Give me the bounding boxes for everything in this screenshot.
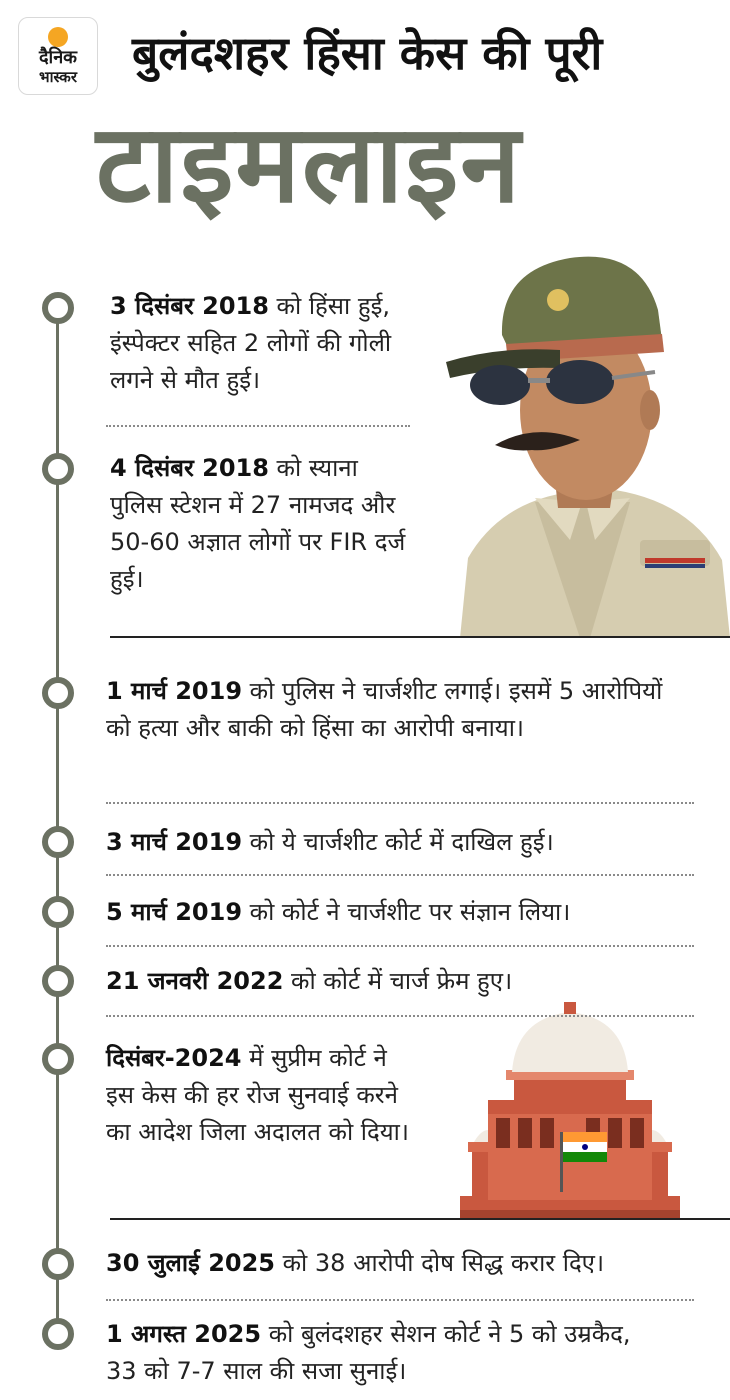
logo-line-2: भास्कर (39, 68, 77, 86)
dainik-bhaskar-logo (18, 17, 98, 95)
timeline-dot (42, 677, 74, 709)
timeline-item (106, 1040, 416, 1151)
supreme-court-illustration (460, 1000, 680, 1220)
timeline-item (106, 824, 706, 861)
section-divider (110, 636, 730, 638)
separator (106, 1299, 694, 1301)
timeline-date: 30 जुलाई 2025 (106, 1249, 275, 1277)
timeline-text: को 38 आरोपी दोष सिद्ध करार दिए। (275, 1249, 605, 1277)
separator (106, 802, 694, 804)
timeline-text: को कोर्ट ने चार्जशीट पर संज्ञान लिया। (242, 898, 571, 926)
timeline-text: को कोर्ट में चार्ज फ्रेम हुए। (283, 967, 513, 995)
timeline-dot (42, 1318, 74, 1350)
timeline-text: को बुलंदशहर सेशन कोर्ट ने 5 को उम्रकैद, 33 को 7-7 साल की सजा सुनाई। (106, 1320, 631, 1385)
timeline-dot (42, 1043, 74, 1075)
separator (106, 874, 694, 876)
timeline-date: 3 मार्च 2019 (106, 828, 243, 856)
page-title-big: टाइमलाइन (96, 102, 523, 227)
timeline-item (106, 894, 706, 931)
timeline-date: 4 दिसंबर 2018 (110, 454, 269, 482)
timeline-item (110, 450, 415, 598)
sun-icon (48, 27, 68, 47)
timeline-text: को पुलिस ने चार्जशीट लगाई। इसमें 5 आरोपियों को हत्या और बाकी को हिंसा का आरोपी बनाया। (106, 677, 663, 742)
timeline-dot (42, 453, 74, 485)
timeline-item (110, 288, 410, 399)
timeline-text: को ये चार्जशीट कोर्ट में दाखिल हुई। (242, 828, 554, 856)
timeline-item (106, 673, 666, 747)
inspector-photo (440, 240, 730, 638)
timeline-date: 21 जनवरी 2022 (106, 967, 284, 995)
timeline-item (106, 1245, 706, 1282)
timeline-item (106, 1316, 666, 1390)
timeline-item (106, 963, 706, 1000)
separator (106, 945, 694, 947)
timeline-text: को स्याना पुलिस स्टेशन में 27 नामजद और 50-60 अज्ञात लोगों पर FIR दर्ज हुई। (110, 454, 406, 593)
page-title: बुलंदशहर हिंसा केस की पूरी (132, 26, 603, 80)
timeline-dot (42, 896, 74, 928)
separator (106, 425, 410, 427)
timeline-text: को हिंसा हुई, इंस्पेक्टर सहित 2 लोगों की गोली लगने से मौत हुई। (110, 292, 392, 394)
timeline-date: 3 दिसंबर 2018 (110, 292, 269, 320)
separator (106, 1015, 694, 1017)
timeline-dot (42, 965, 74, 997)
timeline-date: दिसंबर-2024 (106, 1044, 242, 1072)
section-divider (110, 1218, 730, 1220)
timeline-dot (42, 1248, 74, 1280)
timeline-date: 5 मार्च 2019 (106, 898, 243, 926)
timeline-date: 1 अगस्त 2025 (106, 1320, 262, 1348)
timeline-dot (42, 292, 74, 324)
logo-line-1: दैनिक (38, 47, 78, 68)
timeline-date: 1 मार्च 2019 (106, 677, 243, 705)
timeline-text: में सुप्रीम कोर्ट ने इस केस की हर रोज सुनवाई करने का आदेश जिला अदालत को दिया। (106, 1044, 409, 1146)
timeline-dot (42, 826, 74, 858)
